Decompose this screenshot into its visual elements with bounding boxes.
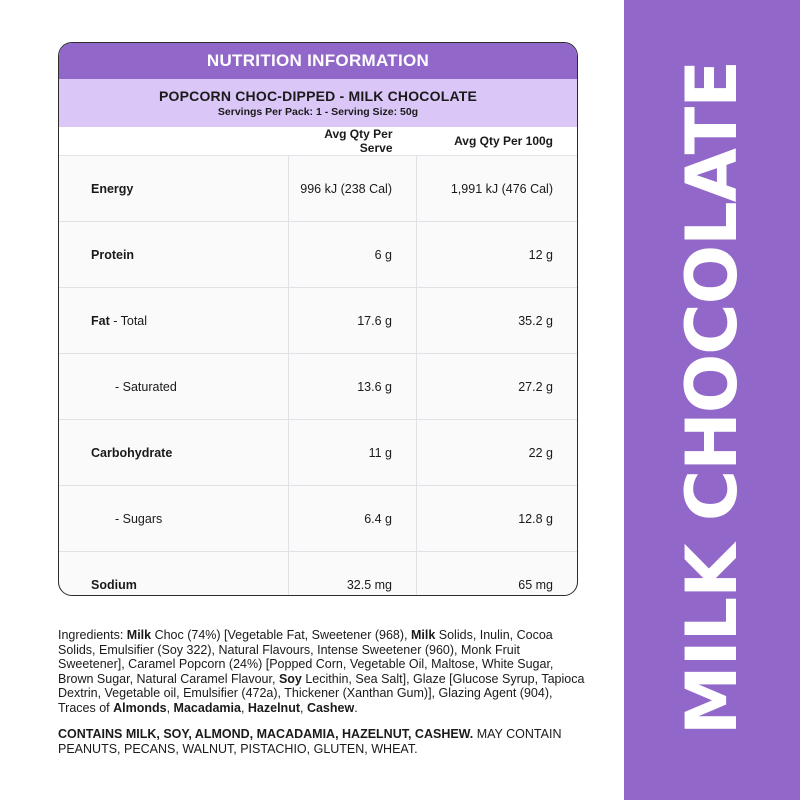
table-row [59,420,577,486]
row-serve: 6 g [289,222,417,288]
side-label: MILK CHOCOLATE [671,60,753,736]
table-row [59,486,577,552]
ingredients-text-part: Lecithin, Sea Salt], Glaze [Glucose Syrup, Tapioca Dextrin, Vegetable oil, Emulsifier (472a), Thickener (Xanthan Gum)], Glazing Agent (904), Traces of [58,671,585,715]
serving-info: Servings Per Pack: 1 - Serving Size: 50g [217,106,419,118]
row-label: - Sugars [59,486,289,552]
ingredients-text-part: , [300,700,307,715]
row-per100: 1,991 kJ (476 Cal) [417,156,578,222]
nutrition-panel [58,42,578,596]
row-per100: 12 g [417,222,578,288]
ingredients-text-part: Solids, Inulin, Cocoa Solids, Emulsifier (Soy 322), Natural Flavours, Intense Sweetener (960), Monk Fruit Sweetener], Caramel Popcorn (24%) [Popped Corn, Vegetable Oil, Maltose, White Sugar, Brown Sugar, Natural Caramel Flavour, [58,628,554,686]
nutrition-table [59,127,577,596]
allergen-may-contain: MAY CONTAIN PEANUTS, PECANS, WALNUT, PISTACHIO, GLUTEN, WHEAT. [58,727,562,756]
table-row [59,156,577,222]
allergen-highlight: Milk [126,628,152,642]
panel-title: NUTRITION INFORMATION [59,43,577,79]
row-serve: 13.6 g [289,354,417,420]
header-empty [59,127,289,156]
row-per100: 35.2 g [417,288,578,354]
ingredients-prefix: Ingredients: [58,628,127,642]
allergen-highlight: Soy [278,671,302,686]
allergen-highlight: Macadamia [173,700,241,715]
table-row [59,354,577,420]
allergen-contains: CONTAINS MILK, SOY, ALMOND, MACADAMIA, HAZELNUT, CASHEW. [58,727,474,741]
header-per-100g: Avg Qty Per 100g [417,127,578,156]
ingredients-text-part: , [240,700,248,715]
allergen-highlight: Almonds [113,700,167,715]
row-label-cell [59,288,289,354]
row-per100: 65 mg [518,577,553,592]
row-per100: 22 g [417,420,578,486]
table-row [59,288,577,354]
row-serve: 17.6 g [289,288,417,354]
allergen-statement [58,727,588,756]
allergen-highlight: Milk [410,628,436,642]
row-label-suffix: - Total [109,313,148,328]
table-row [59,222,577,288]
row-label: Energy [59,156,289,222]
row-label: - Saturated [59,354,289,420]
row-per100: 12.8 g [417,486,578,552]
product-name: POPCORN CHOC-DIPPED - MILK CHOCOLATE [158,88,478,104]
ingredients-text [58,628,588,715]
row-label: Sodium [59,552,289,597]
ingredients-block [58,628,588,756]
row-label: Fat [91,313,110,328]
row-serve: 11 g [289,420,417,486]
allergen-highlight: Hazelnut [247,700,300,715]
row-per100: 27.2 g [417,354,578,420]
row-serve: 6.4 g [289,486,417,552]
product-header [59,79,577,127]
allergen-highlight: Cashew [306,700,355,715]
ingredients-text-part: . [354,700,358,715]
ingredients-text-part: , [166,700,174,715]
ingredients-text-part: Choc (74%) [Vegetable Fat, Sweetener (968), [151,628,411,642]
row-label: Carbohydrate [59,420,289,486]
table-row [59,552,577,597]
table-header-row [59,127,577,156]
row-label: Protein [59,222,289,288]
row-serve: 32.5 mg [289,552,417,597]
header-per-serve: Avg Qty Per Serve [289,127,417,156]
row-serve: 996 kJ (238 Cal) [289,156,417,222]
